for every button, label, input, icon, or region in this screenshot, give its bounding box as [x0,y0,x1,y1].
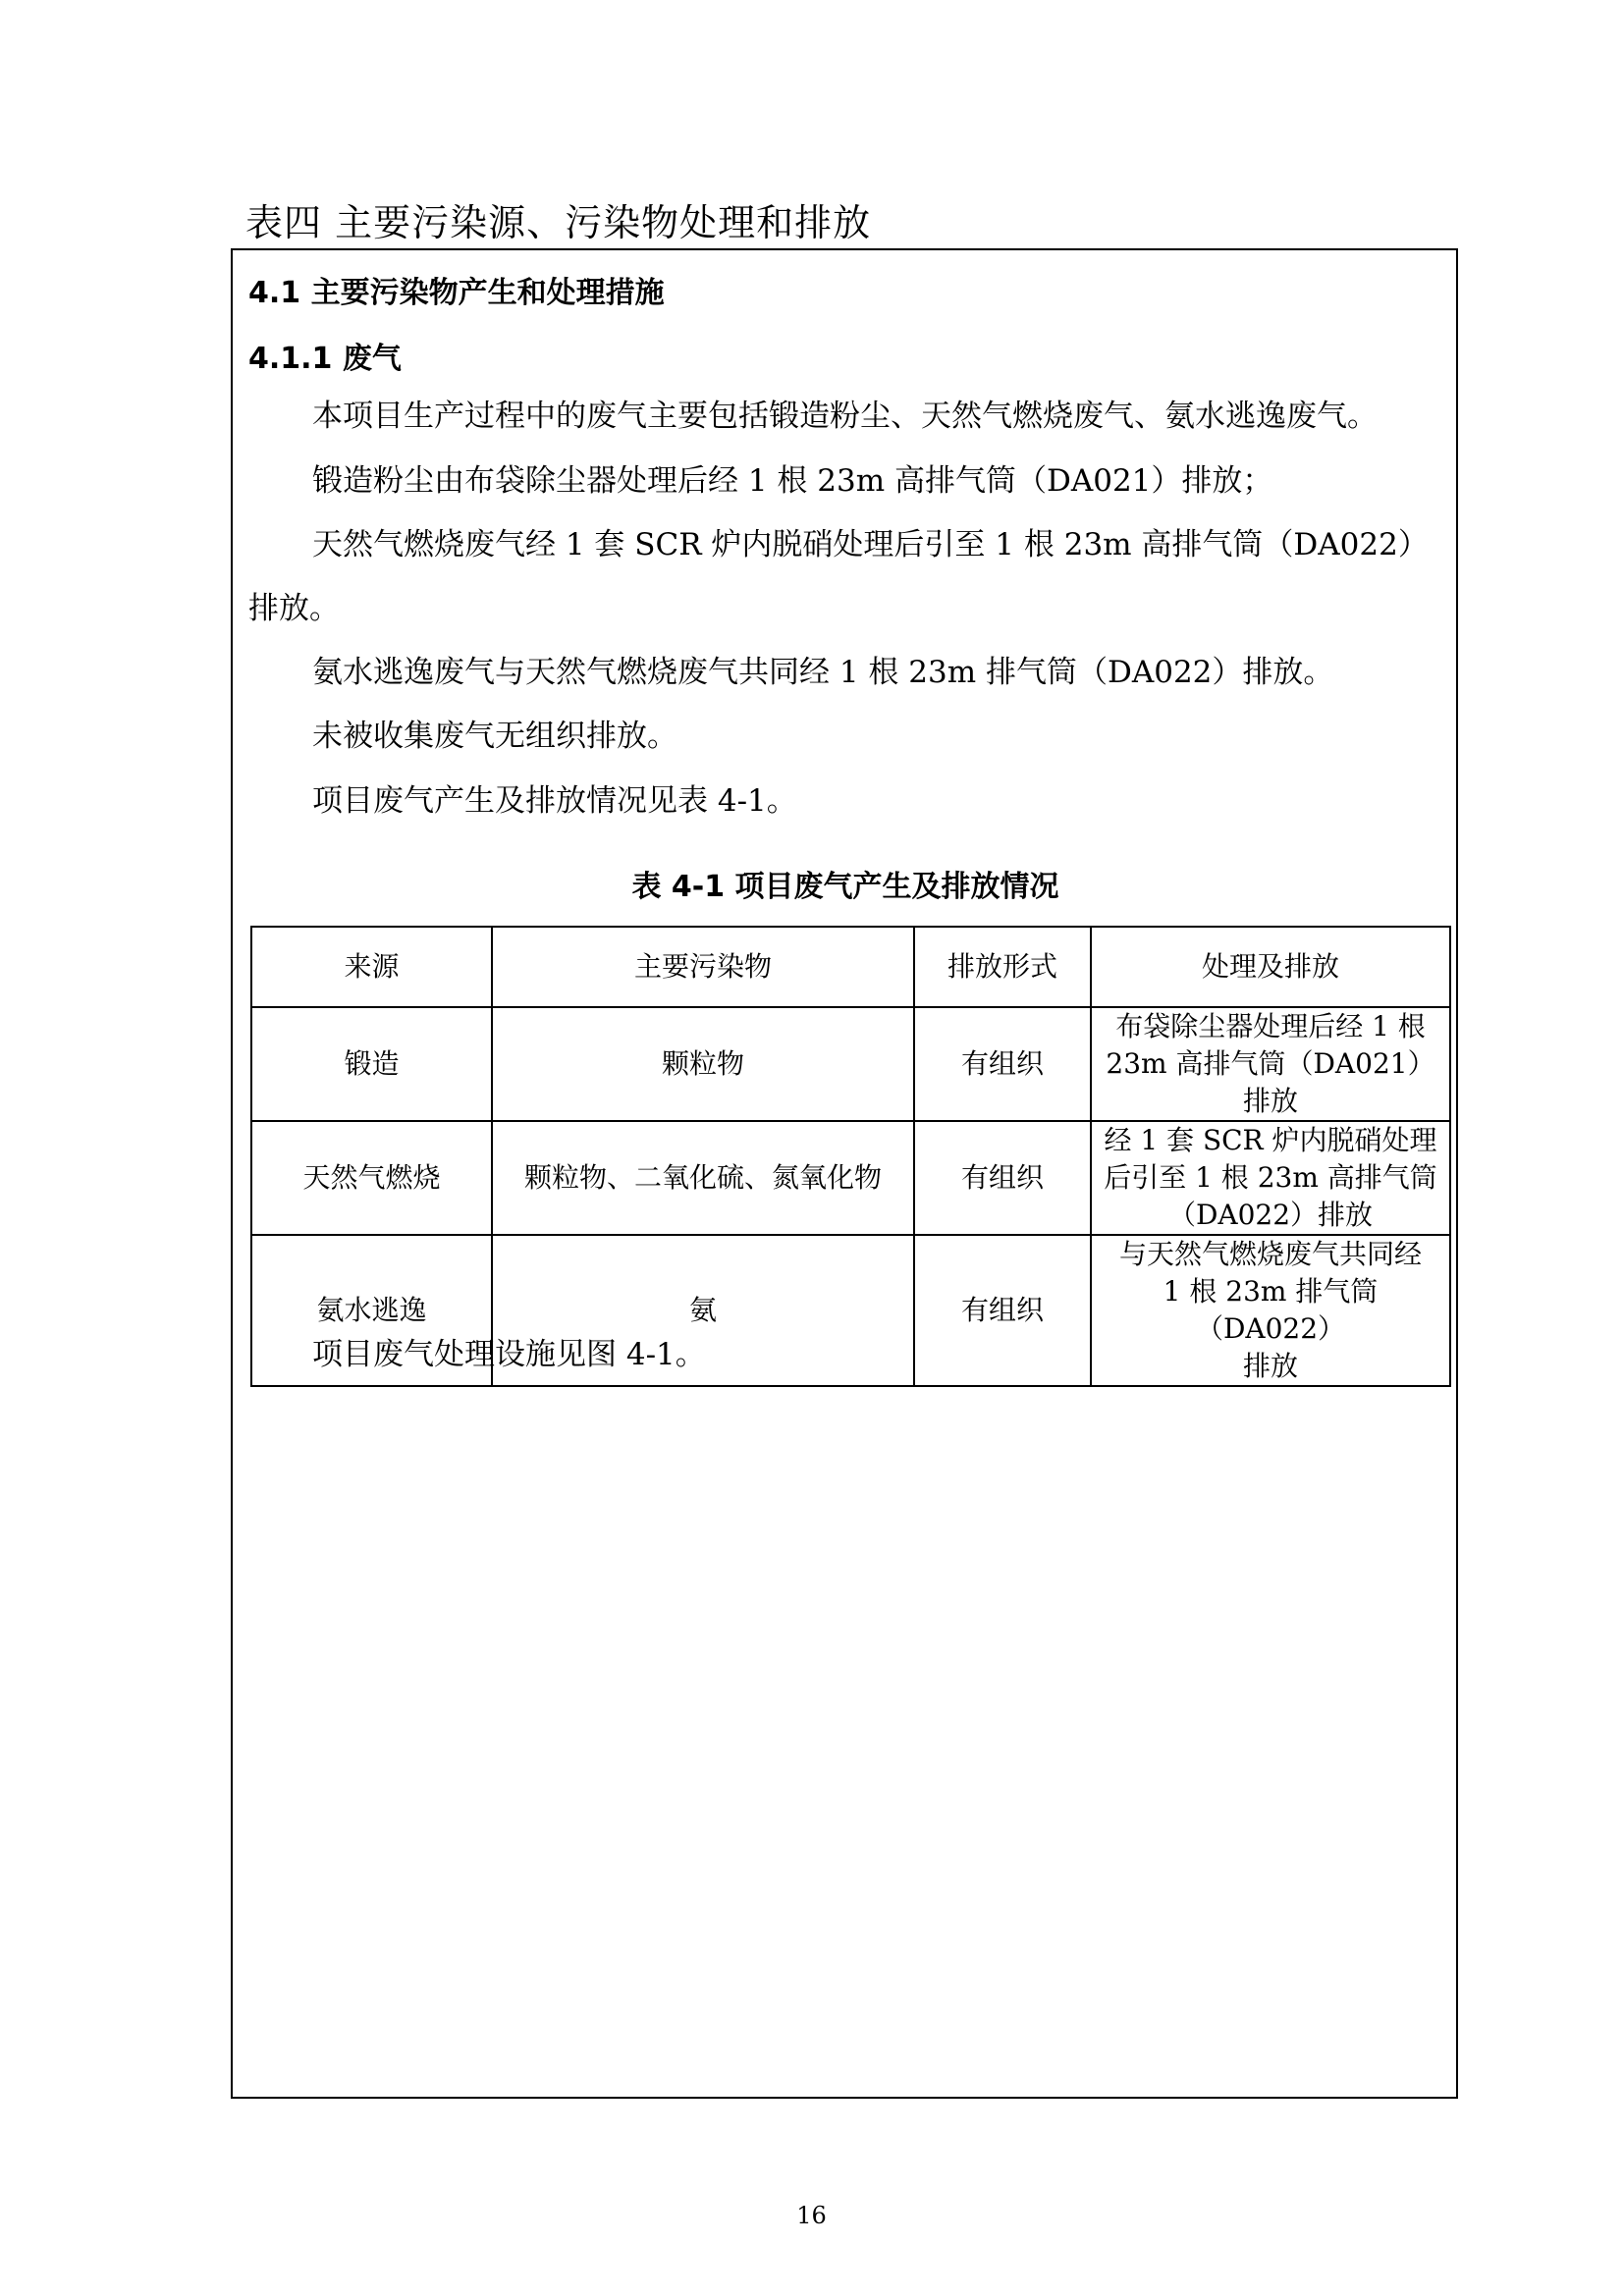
treatment-line: 与天然气燃烧废气共同经 [1118,1238,1422,1270]
treatment-line: （DA022）排放 [1167,1199,1374,1231]
subsection-heading: 4.1.1 废气 [248,342,402,376]
header-source: 来源 [251,927,492,1007]
treatment-line: 23m 高排气筒（DA021） [1106,1047,1435,1080]
paragraph-1: 本项目生产过程中的废气主要包括锻造粉尘、天然气燃烧废气、氨水逃逸废气。 [312,399,1378,434]
after-table-paragraph: 项目废气处理设施见图 4-1。 [312,1337,706,1372]
cell-source: 锻造 [251,1007,492,1121]
treatment-line: 排放 [1242,1085,1298,1117]
cell-pollutant: 颗粒物 [492,1007,914,1121]
cell-form: 有组织 [914,1007,1091,1121]
emissions-table [250,926,1451,1387]
page-number: 16 [796,2202,827,2229]
table-header-row [251,927,1450,1007]
section-heading: 4.1 主要污染物产生和处理措施 [248,276,665,310]
cell-treatment [1091,1121,1450,1235]
treatment-line: 布袋除尘器处理后经 1 根 [1115,1010,1426,1042]
table-row [251,1007,1450,1121]
header-treatment: 处理及排放 [1091,927,1450,1007]
cell-pollutant: 颗粒物、二氧化硫、氮氧化物 [492,1121,914,1235]
table-row [251,1121,1450,1235]
treatment-line: 1 根 23m 排气筒（DA022） [1163,1275,1379,1345]
cell-pollutant: 氨 [492,1235,914,1386]
treatment-line: 排放 [1242,1350,1298,1382]
treatment-line: 经 1 套 SCR 炉内脱硝处理 [1104,1124,1437,1156]
cell-source: 天然气燃烧 [251,1121,492,1235]
page-title: 表四 主要污染源、污染物处理和排放 [245,201,872,244]
table-caption: 表 4-1 项目废气产生及排放情况 [631,870,1059,904]
cell-source: 氨水逃逸 [251,1235,492,1386]
header-form: 排放形式 [914,927,1091,1007]
paragraph-3-line-1: 天然气燃烧废气经 1 套 SCR 炉内脱硝处理后引至 1 根 23m 高排气筒（DA022） [312,527,1429,562]
paragraph-2: 锻造粉尘由布袋除尘器处理后经 1 根 23m 高排气筒（DA021）排放； [312,463,1273,499]
paragraph-5: 未被收集废气无组织排放。 [312,719,677,754]
cell-treatment [1091,1007,1450,1121]
paragraph-3-line-2: 排放。 [248,591,340,626]
cell-form: 有组织 [914,1121,1091,1235]
header-pollutant: 主要污染物 [492,927,914,1007]
paragraph-4: 氨水逃逸废气与天然气燃烧废气共同经 1 根 23m 排气筒（DA022）排放。 [312,655,1334,690]
cell-treatment [1091,1235,1450,1386]
treatment-line: 后引至 1 根 23m 高排气筒 [1104,1161,1437,1194]
cell-form: 有组织 [914,1235,1091,1386]
paragraph-6: 项目废气产生及排放情况见表 4-1。 [312,783,797,819]
